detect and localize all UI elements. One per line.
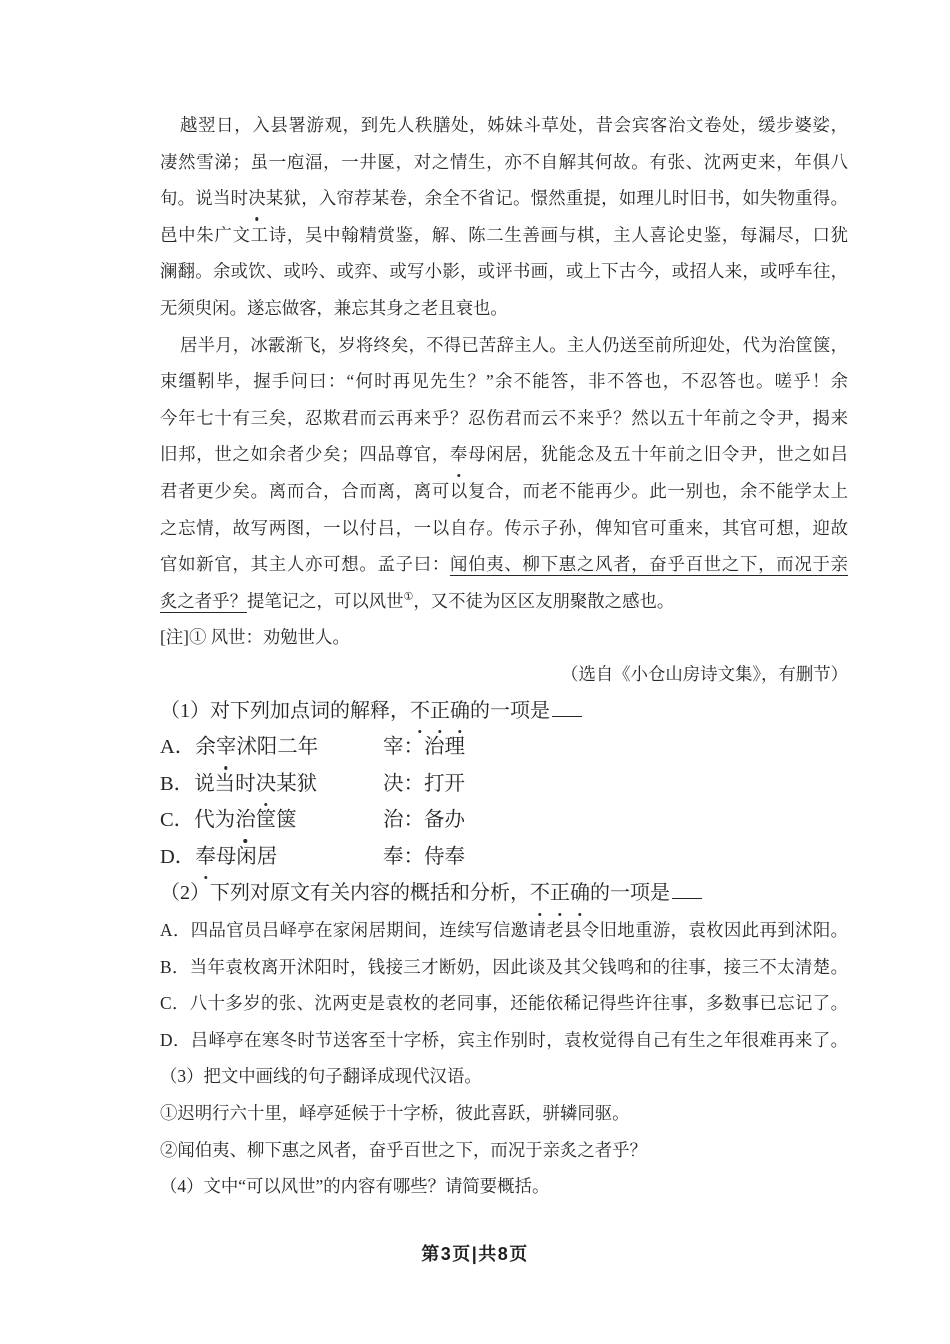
passage-paragraph <box>160 107 848 327</box>
passage-line: 无须臾闲。遂忘做客，兼忘其身之老且衰也。 <box>160 297 508 318</box>
option-phrase: 奉母闲居 <box>195 846 277 868</box>
option-row: C．八十多岁的张、沈两吏是袁枚的老同事，还能依稀记得些许往事，多数事已忘记了。 <box>160 993 848 1014</box>
em-dot-char: 正 <box>550 875 570 912</box>
em-dot-char: 决 <box>256 766 277 803</box>
em-dot-char: 确 <box>450 693 470 730</box>
option-row <box>160 729 848 766</box>
option-gloss: 宰：治理 <box>383 736 465 759</box>
passage-line: 居半月，冰霰渐飞，岁将终矣，不得已苦辞主人。主人仍送至前所迎处，代为治筐箧， <box>180 334 848 355</box>
option-phrase: 余宰沭阳二年 <box>195 736 318 758</box>
passage-line: 君者更少矣。离而合，合而离，离可以复合，而老不能再少。此一别也，余不能学太上 <box>160 480 848 501</box>
answer-blank <box>672 896 702 899</box>
em-dot-char: 正 <box>430 693 450 730</box>
passage-line: 官如新官，其主人亦可想。孟子曰：闻伯夷、柳下惠之风者，奋乎百世之下，而况于亲 <box>160 554 848 575</box>
option-row: B．当年袁枚离开沭阳时，钱接三才断奶，因此谈及其父钱鸣和的往事，接三不太清楚。 <box>160 956 848 977</box>
document-body <box>160 107 848 1205</box>
passage-line: 今年七十有三矣，忍欺君而云再来乎？忍伤君而云不来乎？然以五十年前之令尹，揭来 <box>160 407 848 428</box>
passage-line: 越翌日，入县署游观，到先人秩膳处，姊妹斗草处，昔会宾客治文卷处，缓步婆娑， <box>180 115 848 135</box>
option-letter: D． <box>160 845 196 868</box>
passage-line: 邑中朱广文工诗，吴中翰精赏鉴，解、陈二生善画与棋，主人喜论史鉴，每漏尽，口犹 <box>160 224 848 245</box>
translation-item: ①迟明行六十里，峄亭延候于十字桥，彼此喜跃，骈辚同驱。 <box>160 1103 630 1124</box>
option-row <box>160 802 848 839</box>
question-header: （1）对下列加点词的解释，不正确的一项是 <box>160 693 848 730</box>
superscript-ref: ① <box>403 590 414 603</box>
passage-line: 炙之者乎？提笔记之，可以风世①，又不徒为区区友朋聚散之感也。 <box>160 590 675 611</box>
answer-blank <box>552 714 582 717</box>
em-dot-char: 治 <box>235 802 256 839</box>
underlined-text: 闻伯夷、柳下惠之风者，奋乎百世之下，而况于亲 <box>449 554 848 575</box>
option-phrase: 代为治筐箧 <box>194 809 297 831</box>
em-dot-char: 不 <box>410 693 430 730</box>
em-dot-char: 奉 <box>195 839 216 876</box>
questions <box>160 693 848 1205</box>
em-dot-char: 奉 <box>450 436 467 473</box>
option-row: A．四品官员吕峄亭在家闲居期间，连续写信邀请老县令旧地重游，袁枚因此再到沭阳。 <box>160 920 848 941</box>
page-number: 第3页|共8页 <box>421 1244 529 1264</box>
em-dot-char: 确 <box>570 875 590 912</box>
question-1 <box>160 693 848 876</box>
option-gloss: 治：备办 <box>383 809 465 832</box>
underlined-text: 炙之者乎？ <box>160 590 247 611</box>
option-row: D．吕峄亭在寒冬时节送客至十字桥，宾主作别时，袁枚觉得自己有生之年很难再来了。 <box>160 1029 848 1050</box>
option-gloss: 决：打开 <box>383 772 465 795</box>
page-footer <box>0 1236 950 1272</box>
option-letter: A． <box>160 736 196 759</box>
question-2 <box>160 875 848 1058</box>
passage-line: 旬。说当时决某狱，入帘荐某卷，余全不省记。憬然重提，如理儿时旧书，如失物重得。 <box>160 180 848 217</box>
question-4 <box>160 1168 848 1205</box>
option-row <box>160 839 848 876</box>
option-gloss: 奉：侍奉 <box>383 845 465 868</box>
passage-line: 之忘情，故写两图，一以付吕，一以自存。传示子孙，俾知官可重来，其官可想，迎故 <box>160 517 848 538</box>
translation-item: ②闻伯夷、柳下惠之风者，奋乎百世之下，而况于亲炙之者乎？ <box>160 1139 647 1160</box>
question-3 <box>160 1058 848 1168</box>
question-header: （4）文中“可以风世”的内容有哪些？请简要概括。 <box>160 1176 550 1197</box>
question-header: （2）下列对原文有关内容的概括和分析，不正确的一项是 <box>160 875 848 912</box>
passage-line: 澜翻。余或饮、或吟、或弈、或写小影，或评书画，或上下古今，或招人来，或呼车往， <box>160 261 848 282</box>
em-dot-char: 不 <box>530 875 550 912</box>
passage-line: 凄然雪涕；虽一庖湢，一井匽，对之情生，亦不自解其何故。有张、沈两吏来，年俱八 <box>160 151 848 172</box>
source-attribution: （选自《小仓山房诗文集》，有删节） <box>561 663 848 684</box>
passage-paragraph <box>160 327 848 620</box>
passage-line: 束缰靷毕，握手问曰：“何时再见先生？”余不能答，非不答也，不忍答也。嗟乎！余 <box>160 371 848 392</box>
em-dot-char: 宰 <box>216 729 237 766</box>
passage <box>160 107 848 619</box>
passage-line: 旧邦，世之如余者少矣；四品尊官，奉母闲居，犹能念及五十年前之旧令尹，世之如吕 <box>160 436 848 473</box>
em-dot-char: 决 <box>248 180 265 217</box>
option-phrase: 说当时决某狱 <box>194 773 317 795</box>
option-letter: B． <box>160 772 195 795</box>
option-row <box>160 766 848 803</box>
option-letter: C． <box>160 809 195 832</box>
passage-note: [注]① 风世：劝勉世人。 <box>160 627 350 648</box>
question-header: （3）把文中画线的句子翻译成现代汉语。 <box>160 1066 482 1087</box>
